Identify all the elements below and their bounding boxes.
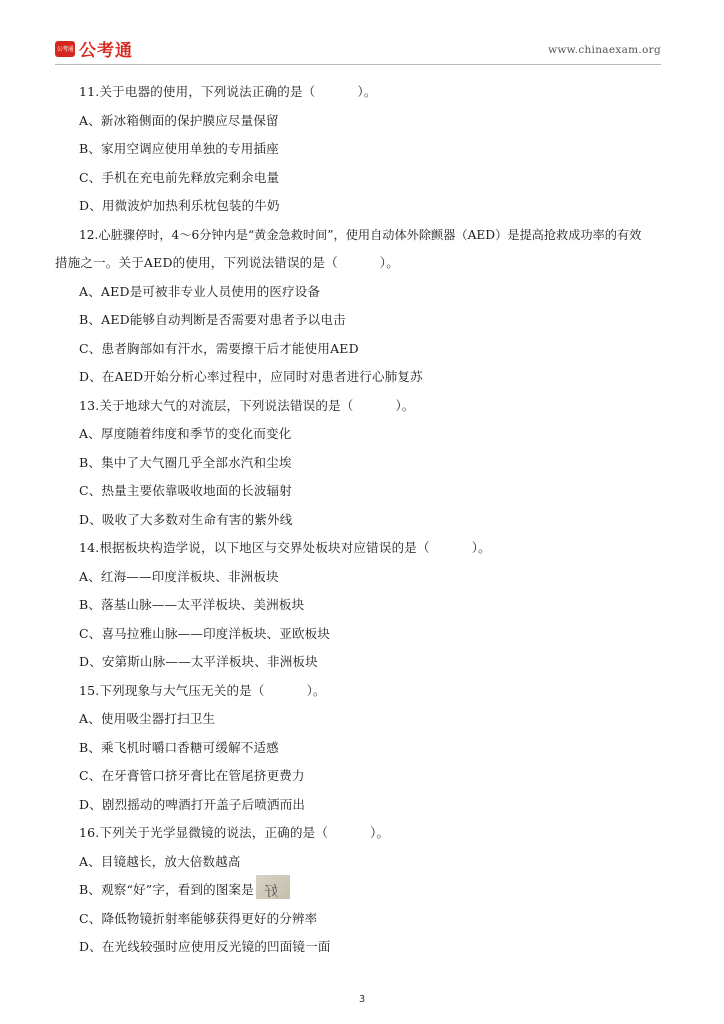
question-15-option-a: A、使用吸尘器打扫卫生 <box>79 711 216 726</box>
question-16-option-a: A、目镜越长，放大倍数越高 <box>79 853 241 869</box>
question-12-option-d: D、在AED开始分析心率过程中，应同时对患者进行心肺复苏 <box>79 369 423 384</box>
logo-text: 公考通 <box>79 41 133 61</box>
site-url: www.chinaexam.org <box>548 44 661 56</box>
question-11-option-c: C、手机在充电前先释放完剩余电量 <box>79 169 280 185</box>
question-14-option-c: C、喜马拉雅山脉——印度洋板块、亚欧板块 <box>79 625 331 641</box>
question-13-option-c: C、热量主要依靠吸收地面的长波辐射 <box>79 483 292 498</box>
question-12-option-a: A、AED是可被非专业人员使用的医疗设备 <box>79 283 321 299</box>
question-16-option-c: C、降低物镜折射率能够获得更好的分辨率 <box>79 910 318 926</box>
question-12-option-c: C、患者胸部如有汗水，需要擦干后才能使用AED <box>79 340 359 356</box>
question-11-option-b: B、家用空调应使用单独的专用插座 <box>79 141 279 156</box>
logo <box>55 36 133 61</box>
question-13-option-d: D、吸收了大多数对生命有害的紫外线 <box>79 511 293 527</box>
question-15-option-c: C、在牙膏管口挤牙膏比在管尾挤更费力 <box>79 768 305 783</box>
question-12-stem-line1: 12.心脏骤停时，4～6分钟内是“黄金急救时间”，使用自动体外除颤器（AED）是提高抢救成功率的有效 <box>79 227 642 242</box>
mirrored-character-figure: 好 <box>256 875 290 899</box>
question-16-option-d: D、在光线较强时应使用反光镜的凹面镜一面 <box>79 939 331 954</box>
question-14-option-a: A、红海——印度洋板块、非洲板块 <box>79 568 279 584</box>
question-11-stem: 11.关于电器的使用，下列说法正确的是（ ）。 <box>79 84 377 99</box>
question-14-option-b: B、落基山脉——太平洋板块、美洲板块 <box>79 597 305 612</box>
question-14-option-d: D、安第斯山脉——太平洋板块、非洲板块 <box>79 654 318 669</box>
question-11-option-d: D、用微波炉加热利乐枕包装的牛奶 <box>79 198 280 213</box>
question-16-option-b: B、观察“好”字，看到的图案是 好 <box>79 876 679 905</box>
question-13-option-a: A、厚度随着纬度和季节的变化而变化 <box>79 426 292 441</box>
question-13-stem: 13.关于地球大气的对流层，下列说法错误的是（ ）。 <box>79 397 415 413</box>
question-content <box>55 78 679 962</box>
question-13-option-b: B、集中了大气圈几乎全部水汽和尘埃 <box>79 454 292 470</box>
question-12-stem-line2: 措施之一。关于AED的使用，下列说法错误的是（ ）。 <box>55 255 399 270</box>
logo-badge: 公考通 <box>55 41 75 57</box>
question-11-option-a: A、新冰箱侧面的保护膜应尽量保留 <box>79 112 279 128</box>
page-number: 3 <box>358 994 366 1005</box>
question-14-stem: 14.根据板块构造学说，以下地区与交界处板块对应错误的是（ ）。 <box>79 540 491 555</box>
question-16-stem: 16.下列关于光学显微镜的说法，正确的是（ ）。 <box>79 825 390 840</box>
question-15-option-d: D、剧烈摇动的啤酒打开盖子后喷洒而出 <box>79 796 306 812</box>
page-header <box>55 34 661 65</box>
question-15-stem: 15.下列现象与大气压无关的是（ ）。 <box>79 682 326 698</box>
question-12-option-b: B、AED能够自动判断是否需要对患者予以电击 <box>79 312 346 327</box>
question-15-option-b: B、乘飞机时嚼口香糖可缓解不适感 <box>79 739 279 755</box>
